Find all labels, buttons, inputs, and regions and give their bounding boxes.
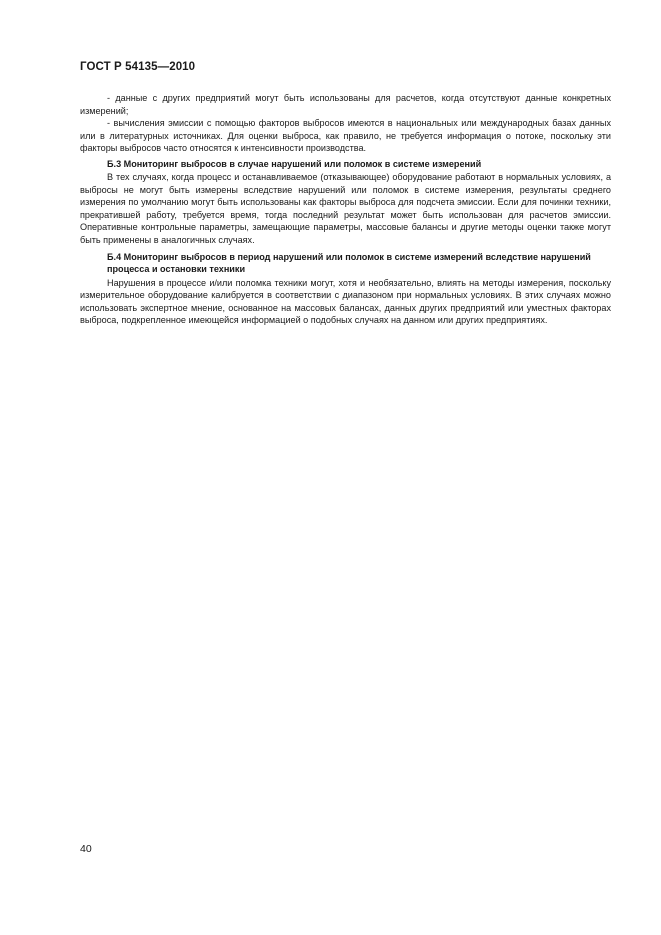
section-heading: Б.3 Мониторинг выбросов в случае нарушений или поломок в системе измерений [107, 158, 482, 169]
section-paragraph: Нарушения в процессе и/или поломка техники могут, хотя и необязательно, влиять на методы измерения, поскольку измерительное оборудование калибруется в соответствии с диапазоном при нормальных условиях. В этих случаях можно использовать экспертное мнение, основанное на массовых балансах, данных других предприятий или уместных факторах выброса, подкрепленное имеющейся информацией о подобных случаях на данном или других предприятиях. [80, 277, 611, 326]
document-body [80, 92, 611, 327]
document-header: ГОСТ Р 54135—2010 [80, 61, 196, 73]
list-item: - данные с других предприятий могут быть использованы для расчетов, когда отсутствуют данные конкретных измерений; [80, 93, 611, 116]
page-number: 40 [80, 843, 92, 855]
list-item: - вычисления эмиссии с помощью факторов выбросов имеются в национальных или международных базах данных или в литературных источниках. Для оценки выброса, как правило, не требуется информация о потоке, поскольку эти факторы выбросов часто относятся к интенсивности производства. [80, 118, 611, 154]
section-paragraph: В тех случаях, когда процесс и останавливаемое (отказывающее) оборудование работают в нормальных условиях, а выбросы не могут быть измерены вследствие нарушений или поломок в системе измерения, результаты среднего измерения по умолчанию могут быть использованы как факторы выброса для подсчета эмиссии. Если для починки техники, прекратившей работу, требуется время, тогда последний результат может быть использован для расчетов эмиссии. Оперативные контрольные параметры, замещающие параметры, массовые балансы и другие методы оценки также могут быть применены в аналогичных случаях. [80, 172, 611, 246]
section-heading: Б.4 Мониторинг выбросов в период нарушений или поломок в системе измерений вследствие нарушений процесса и остановки техники [107, 251, 591, 275]
